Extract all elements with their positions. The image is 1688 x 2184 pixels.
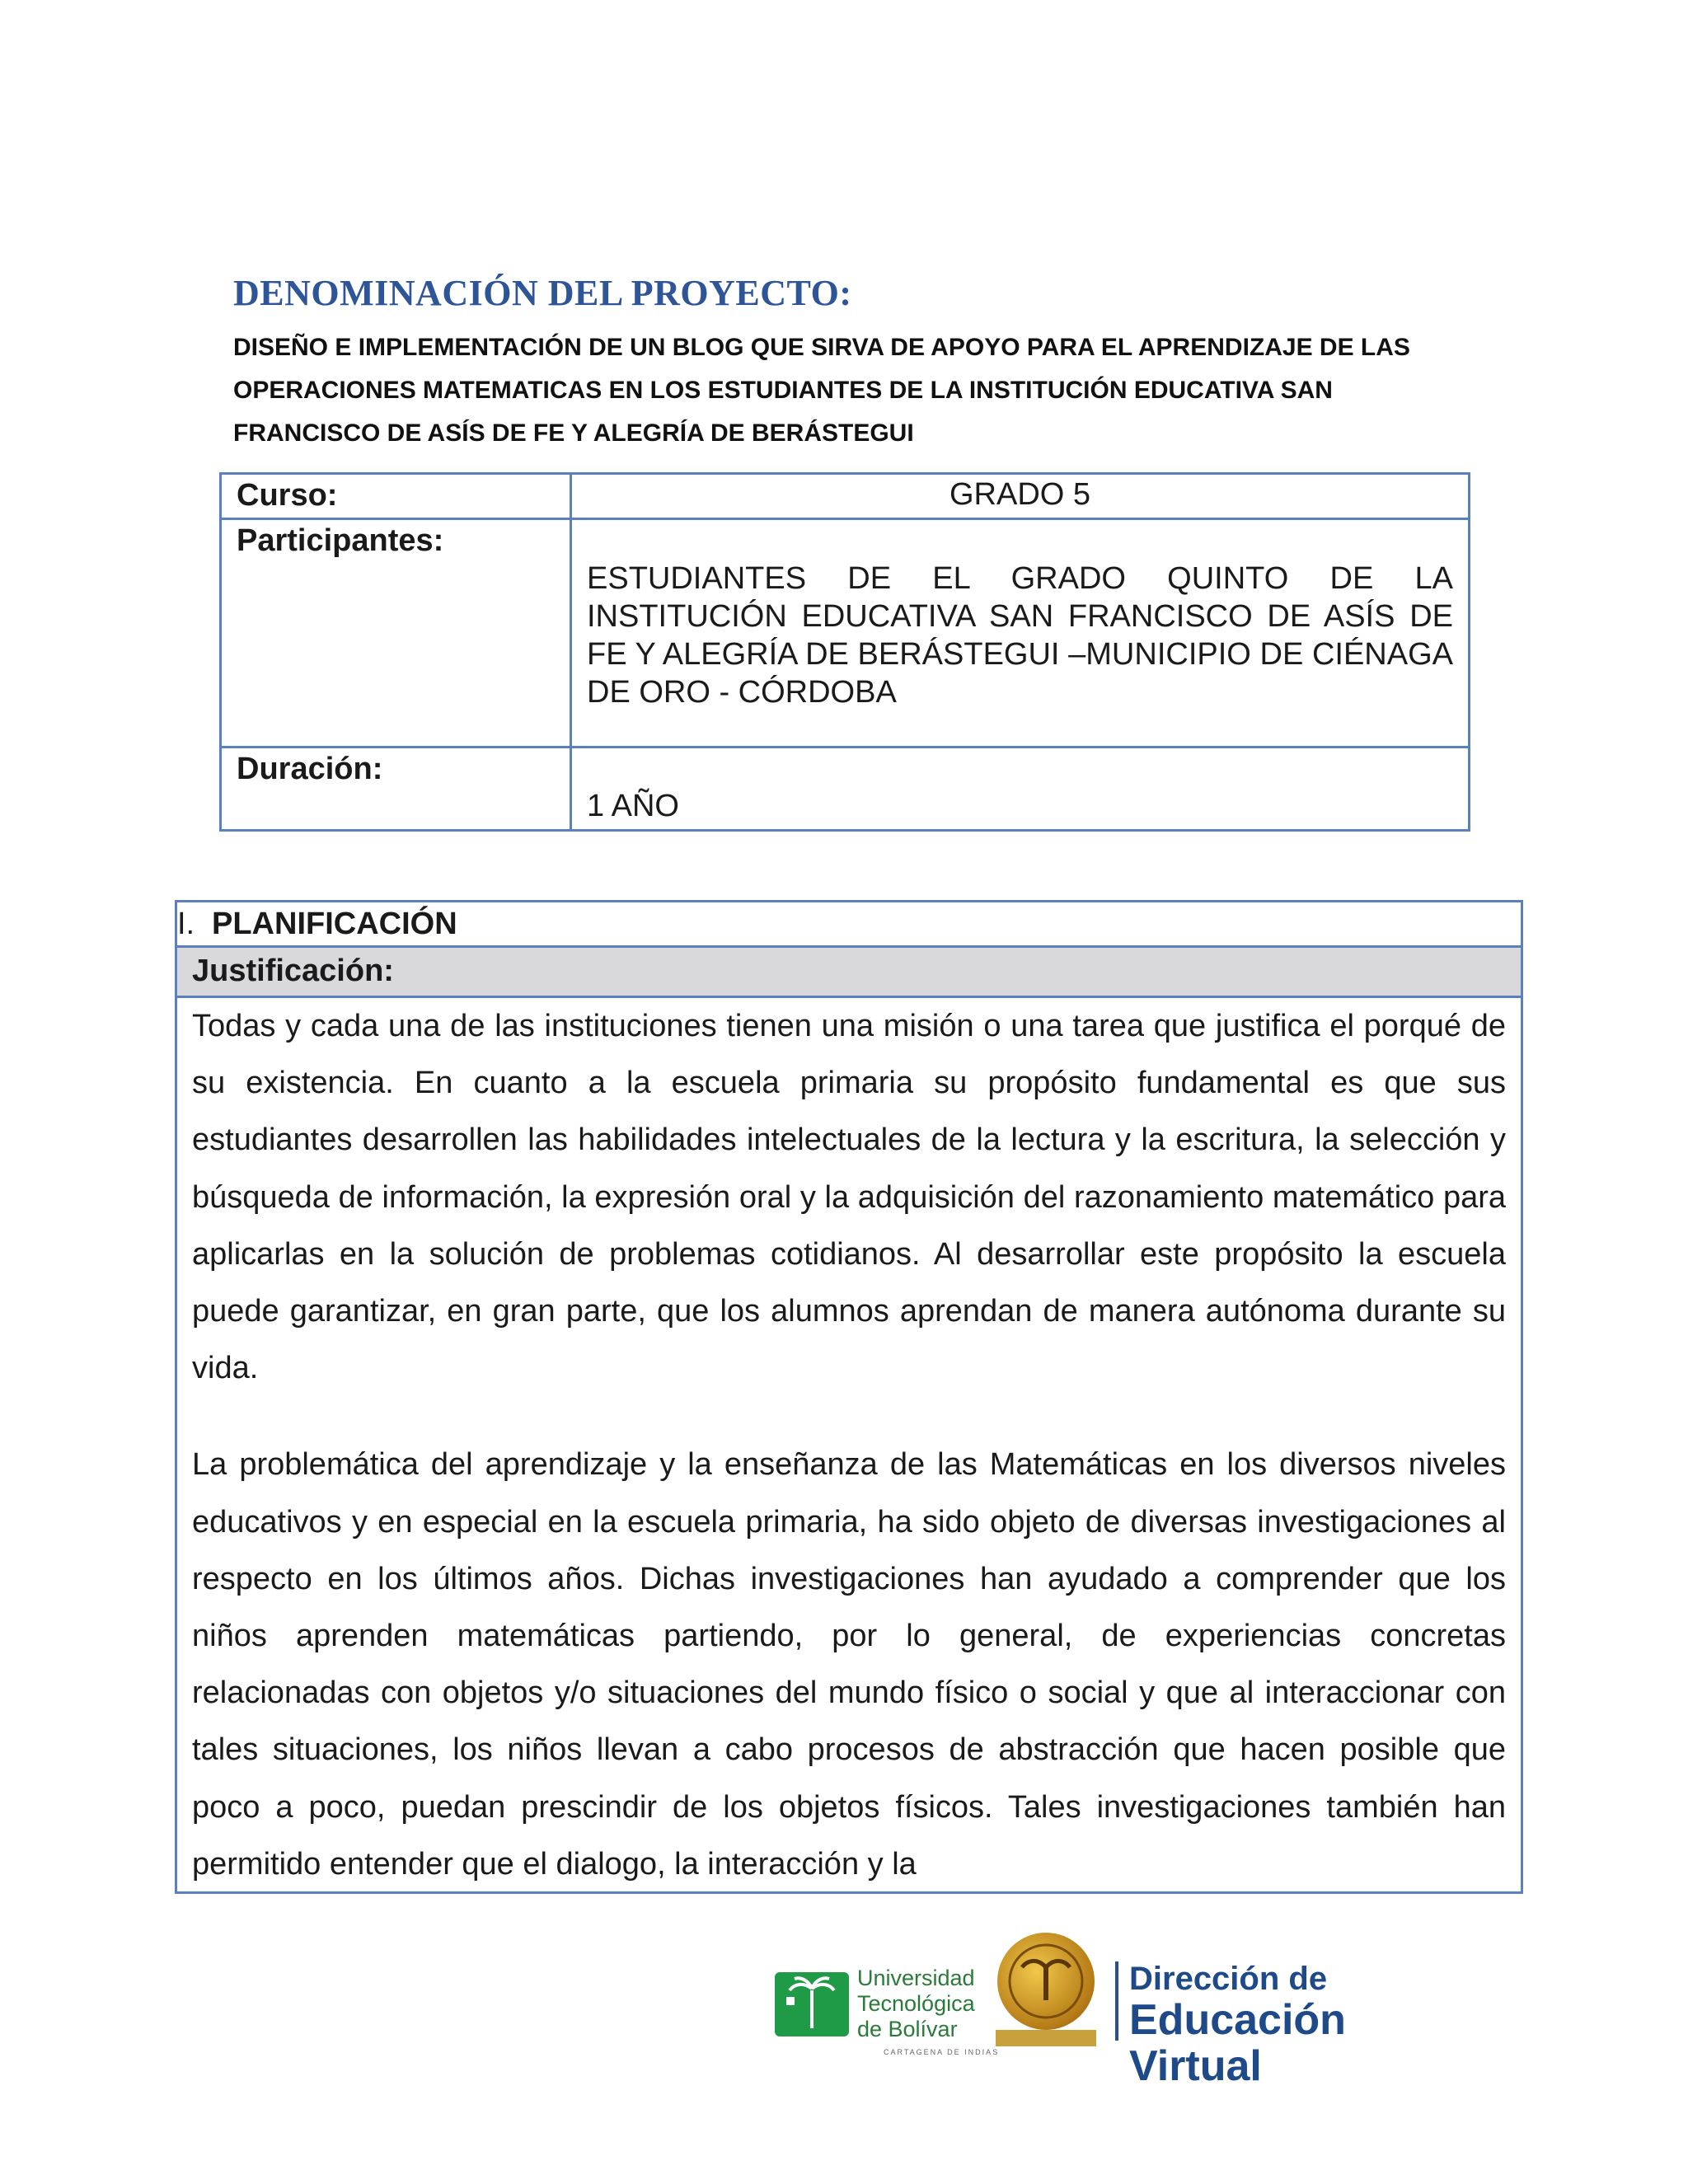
duracion-cell — [571, 748, 1470, 831]
project-name: DISEÑO E IMPLEMENTACIÓN DE UN BLOG QUE SIRVA DE APOYO PARA EL APRENDIZAJE DE LAS OPERACIONES MATEMATICAS EN LOS ESTUDIANTES DE LA INSTITUCIÓN EDUCATIVA SAN FRANCISCO DE ASÍS DE FE Y ALEGRÍA DE BERÁSTEGUI — [233, 334, 1410, 447]
utb-logo-text: Universidad Tecnológica de Bolívar — [857, 1966, 975, 2041]
dev-logo-line2: Educación Virtual — [1129, 1996, 1346, 2090]
project-info-table — [219, 472, 1470, 832]
curso-row — [221, 474, 1470, 519]
justificacion-paragraph-1: Todas y cada una de las instituciones tienen una misión o una tarea que justifica el porqué de su existencia. En cuanto a la escuela primaria su propósito fundamental es que sus estudiantes desarrollen las habilidades intelectuales de la lectura y la escritura, la selección y búsqueda de información, la expresión oral y la adquisición del razonamiento matemático para aplicarlas en la solución de problemas cotidianos. Al desarrollar este propósito la escuela puede garantizar, en gran parte, que los alumnos aprendan de manera autónoma durante su vida. — [192, 1009, 1506, 1386]
utb-logo-subtitle: CARTAGENA DE INDIAS — [884, 2048, 1000, 2056]
planificacion-section — [175, 900, 1523, 1894]
footer-logos — [775, 1924, 1434, 2090]
curso-value: GRADO 5 — [571, 474, 1470, 519]
participantes-cell — [571, 519, 1470, 748]
planificacion-title: PLANIFICACIÓN — [212, 907, 457, 941]
justificacion-paragraph-2: La problemática del aprendizaje y la enseñanza de las Matemáticas en los diversos niveles educativos y en especial en la escuela primaria, ha sido objeto de diversas investigaciones al respecto en los últimos años. Dichas investigaciones han ayudado a comprender que los niños aprenden matemáticas partiendo, por lo general, de experiencias concretas relacionadas con objetos y/o situaciones del mundo físico o social y que al interaccionar con tales situaciones, los niños llevan a cabo procesos de abstracción que hacen posible que poco a poco, puedan prescindir de los objetos físicos. Tales investigaciones también han permitido entender que el dialogo, la interacción y la — [192, 1447, 1506, 1882]
accreditation-band — [996, 2030, 1096, 2046]
duracion-value: 1 AÑO — [587, 789, 679, 823]
utb-logo-icon — [775, 1972, 849, 2036]
dev-logo-line1: Dirección de — [1129, 1961, 1328, 1997]
section-number: I. — [177, 907, 195, 941]
duracion-row — [221, 748, 1470, 831]
participantes-row — [221, 519, 1470, 748]
participantes-label: Participantes: — [221, 519, 571, 748]
curso-label: Curso: — [221, 474, 571, 519]
project-title: DENOMINACIÓN DEL PROYECTO: — [233, 273, 852, 313]
duracion-label: Duración: — [221, 748, 571, 831]
logo-separator — [1115, 1961, 1118, 2041]
participantes-value: ESTUDIANTES DE EL GRADO QUINTO DE LA INSTITUCIÓN EDUCATIVA SAN FRANCISCO DE ASÍS DE FE Y ALEGRÍA DE BERÁSTEGUI –MUNICIPIO DE CIÉNAGA DE ORO - CÓRDOBA — [587, 561, 1453, 710]
planificacion-heading — [177, 902, 1521, 948]
accreditation-seal-icon — [997, 1933, 1095, 2030]
justificacion-heading: Justificación: — [177, 948, 1521, 998]
